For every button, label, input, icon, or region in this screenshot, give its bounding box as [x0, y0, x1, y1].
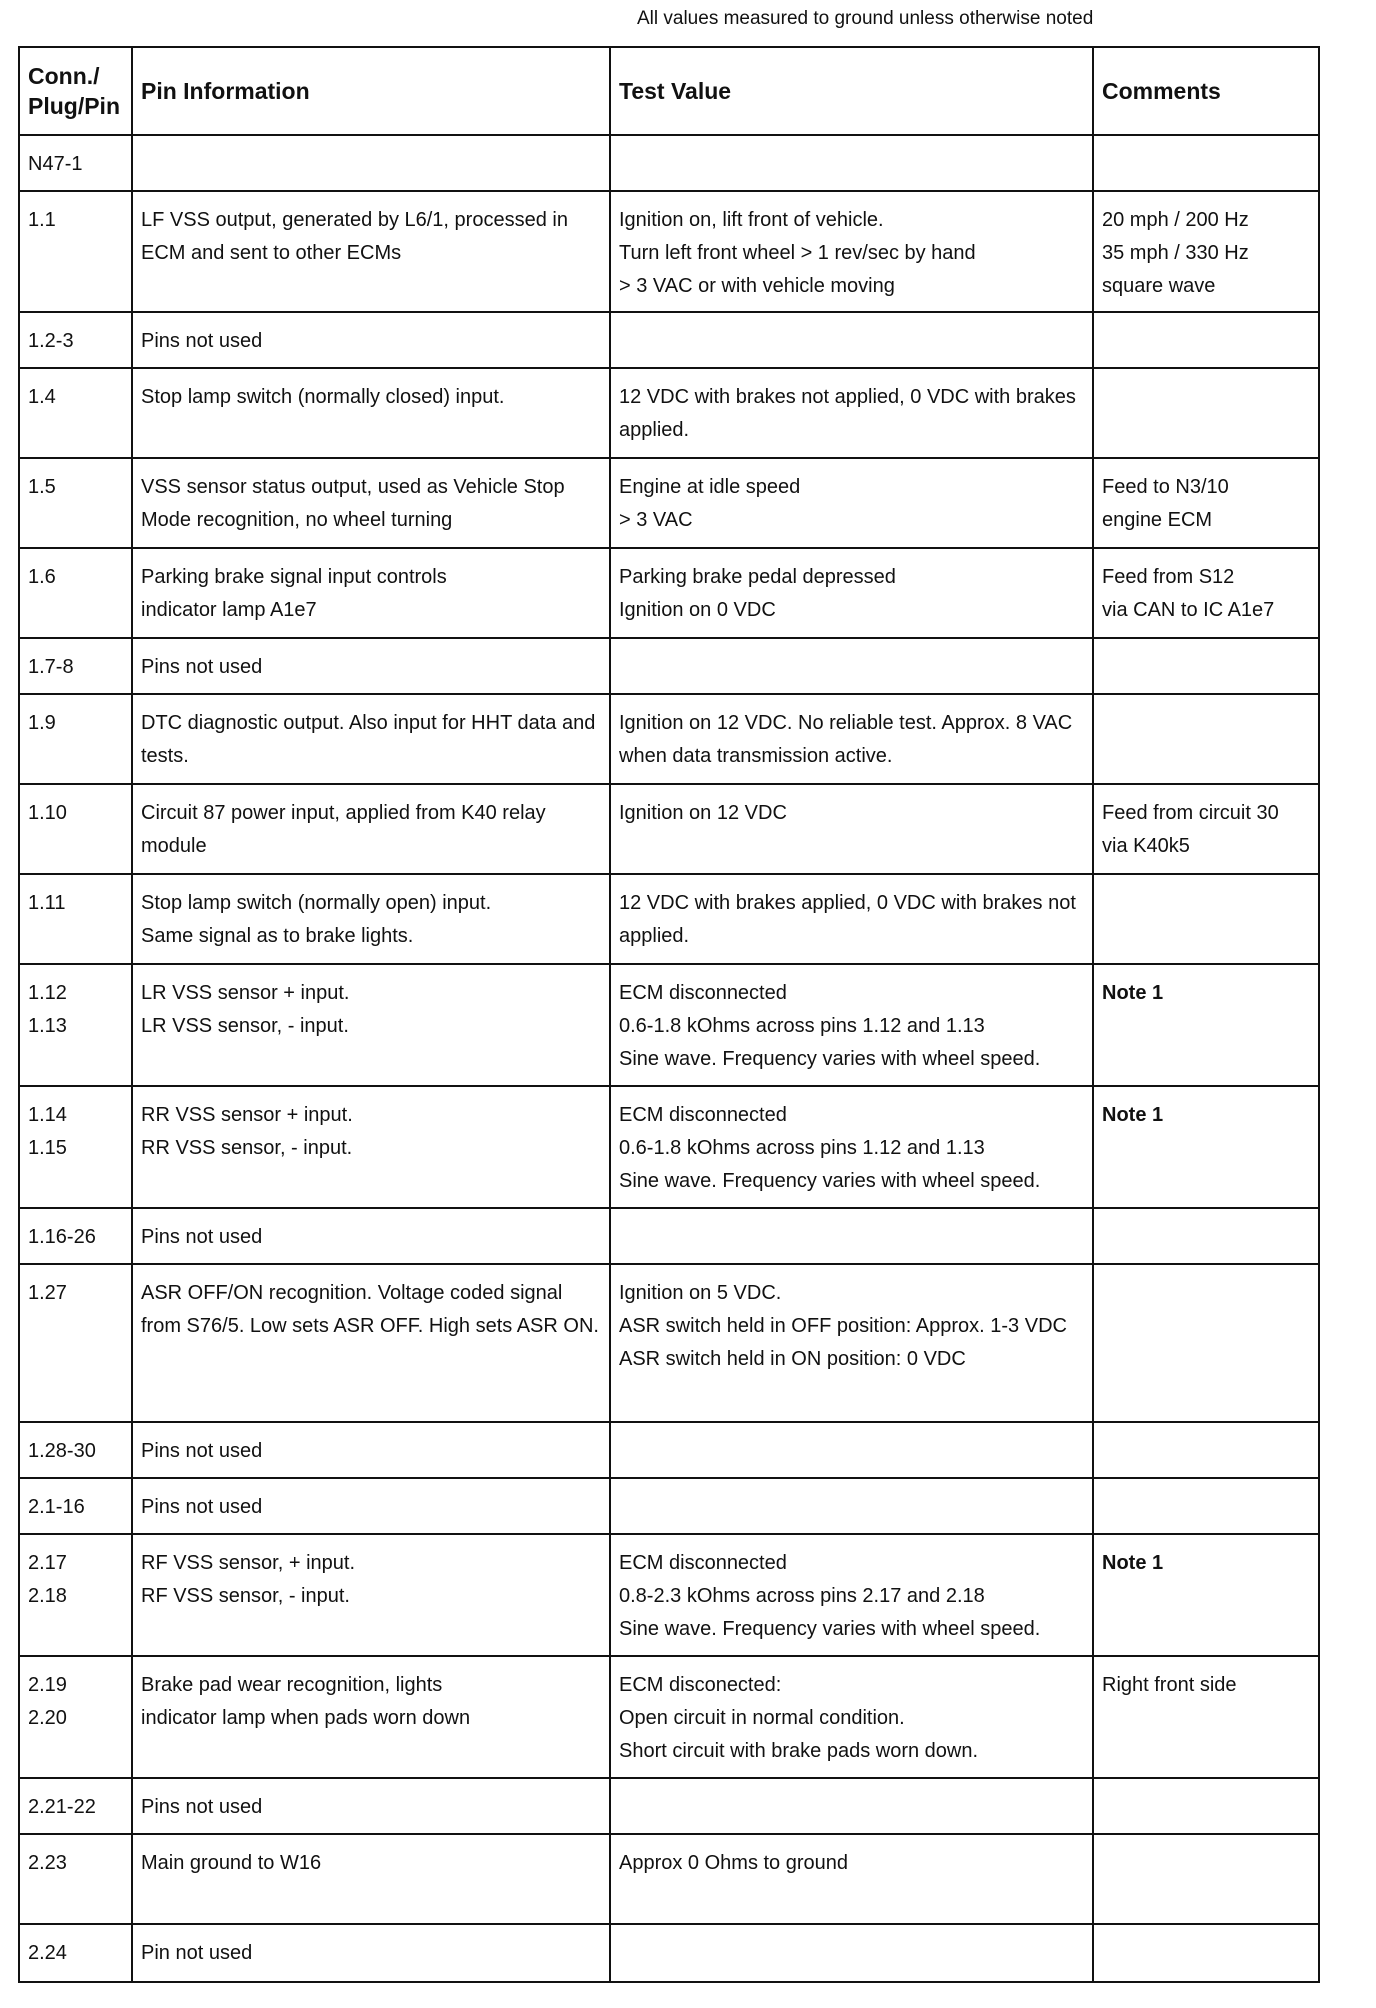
table-row — [19, 1534, 1319, 1656]
cell-test-value — [610, 1924, 1093, 1982]
table-row — [19, 1924, 1319, 1982]
cell-test-value: Engine at idle speed > 3 VAC — [610, 458, 1093, 548]
cell-pin-information: Pins not used — [132, 312, 610, 368]
cell-test-value: 12 VDC with brakes not applied, 0 VDC with brakes applied. — [610, 368, 1093, 458]
cell-test-value: ECM disconected: Open circuit in normal condition. Short circuit with brake pads worn down. — [610, 1656, 1093, 1778]
header-note: All values measured to ground unless otherwise noted — [637, 8, 1094, 29]
cell-pin: 1.5 — [19, 458, 132, 548]
table-row — [19, 694, 1319, 784]
cell-test-value — [610, 1778, 1093, 1834]
cell-comments — [1093, 1778, 1319, 1834]
col-header-pin-information: Pin Information — [132, 47, 610, 135]
cell-comments: Feed from S12 via CAN to IC A1e7 — [1093, 548, 1319, 638]
cell-pin: 1.16-26 — [19, 1208, 132, 1264]
cell-pin-information: Brake pad wear recognition, lights indicator lamp when pads worn down — [132, 1656, 610, 1778]
table-row — [19, 1422, 1319, 1478]
cell-pin-information: DTC diagnostic output. Also input for HHT data and tests. — [132, 694, 610, 784]
table-row — [19, 368, 1319, 458]
table-row — [19, 874, 1319, 964]
cell-comments — [1093, 1264, 1319, 1422]
cell-pin: 1.6 — [19, 548, 132, 638]
cell-pin: 2.1-16 — [19, 1478, 132, 1534]
cell-comments: Note 1 — [1093, 1086, 1319, 1208]
col-header-pin: Conn./ Plug/Pin — [19, 47, 132, 135]
cell-pin: 1.7-8 — [19, 638, 132, 694]
cell-pin: N47-1 — [19, 135, 132, 191]
pin-test-table — [18, 46, 1320, 1983]
col-header-test-value: Test Value — [610, 47, 1093, 135]
cell-test-value: Ignition on, lift front of vehicle. Turn left front wheel > 1 rev/sec by hand > 3 VAC or with vehicle moving — [610, 191, 1093, 312]
cell-comments — [1093, 874, 1319, 964]
cell-pin: 2.17 2.18 — [19, 1534, 132, 1656]
table-row — [19, 1208, 1319, 1264]
cell-comments: Right front side — [1093, 1656, 1319, 1778]
cell-pin: 1.11 — [19, 874, 132, 964]
cell-pin: 1.14 1.15 — [19, 1086, 132, 1208]
table-row — [19, 191, 1319, 312]
cell-pin: 2.24 — [19, 1924, 132, 1982]
cell-test-value — [610, 1478, 1093, 1534]
table-row — [19, 548, 1319, 638]
cell-pin: 1.9 — [19, 694, 132, 784]
table-header-row — [19, 47, 1319, 135]
cell-comments: Feed to N3/10 engine ECM — [1093, 458, 1319, 548]
cell-pin: 2.23 — [19, 1834, 132, 1924]
cell-pin-information: Stop lamp switch (normally open) input. Same signal as to brake lights. — [132, 874, 610, 964]
cell-pin-information: Circuit 87 power input, applied from K40 relay module — [132, 784, 610, 874]
cell-comments — [1093, 638, 1319, 694]
cell-test-value: ECM disconnected 0.6-1.8 kOhms across pins 1.12 and 1.13 Sine wave. Frequency varies with wheel speed. — [610, 964, 1093, 1086]
cell-comments — [1093, 312, 1319, 368]
table-row — [19, 1778, 1319, 1834]
cell-comments — [1093, 1208, 1319, 1264]
cell-pin-information: Pin not used — [132, 1924, 610, 1982]
table-row — [19, 458, 1319, 548]
cell-pin-information: Pins not used — [132, 1778, 610, 1834]
table-row — [19, 1478, 1319, 1534]
cell-pin-information: RF VSS sensor, + input. RF VSS sensor, - input. — [132, 1534, 610, 1656]
cell-pin: 1.2-3 — [19, 312, 132, 368]
cell-pin-information — [132, 135, 610, 191]
table-row — [19, 964, 1319, 1086]
cell-pin-information: Parking brake signal input controls indicator lamp A1e7 — [132, 548, 610, 638]
cell-test-value: 12 VDC with brakes applied, 0 VDC with brakes not applied. — [610, 874, 1093, 964]
table-row — [19, 312, 1319, 368]
table-row — [19, 784, 1319, 874]
table-row — [19, 638, 1319, 694]
cell-test-value: Approx 0 Ohms to ground — [610, 1834, 1093, 1924]
cell-comments — [1093, 1924, 1319, 1982]
table-row — [19, 1834, 1319, 1924]
col-header-comments: Comments — [1093, 47, 1319, 135]
cell-comments — [1093, 1834, 1319, 1924]
cell-pin-information: Stop lamp switch (normally closed) input. — [132, 368, 610, 458]
cell-pin-information: ASR OFF/ON recognition. Voltage coded signal from S76/5. Low sets ASR OFF. High sets ASR ON. — [132, 1264, 610, 1422]
cell-pin-information: LR VSS sensor + input. LR VSS sensor, - input. — [132, 964, 610, 1086]
table-body — [19, 135, 1319, 1982]
cell-pin-information: Pins not used — [132, 1208, 610, 1264]
cell-comments: Note 1 — [1093, 964, 1319, 1086]
cell-test-value: Ignition on 12 VDC. No reliable test. Approx. 8 VAC when data transmission active. — [610, 694, 1093, 784]
cell-test-value — [610, 1208, 1093, 1264]
table-row — [19, 1086, 1319, 1208]
cell-comments: Note 1 — [1093, 1534, 1319, 1656]
cell-pin: 1.10 — [19, 784, 132, 874]
cell-pin: 1.4 — [19, 368, 132, 458]
cell-pin-information: Main ground to W16 — [132, 1834, 610, 1924]
table-row — [19, 1656, 1319, 1778]
cell-pin: 2.19 2.20 — [19, 1656, 132, 1778]
cell-comments — [1093, 1422, 1319, 1478]
cell-test-value — [610, 638, 1093, 694]
cell-comments — [1093, 135, 1319, 191]
cell-comments: 20 mph / 200 Hz 35 mph / 330 Hz square wave — [1093, 191, 1319, 312]
cell-test-value: Ignition on 12 VDC — [610, 784, 1093, 874]
cell-test-value — [610, 1422, 1093, 1478]
cell-test-value: Ignition on 5 VDC. ASR switch held in OFF position: Approx. 1-3 VDC ASR switch held in ON position: 0 VDC — [610, 1264, 1093, 1422]
cell-pin-information: Pins not used — [132, 638, 610, 694]
cell-comments — [1093, 694, 1319, 784]
cell-comments — [1093, 368, 1319, 458]
cell-pin: 1.28-30 — [19, 1422, 132, 1478]
cell-test-value: ECM disconnected 0.8-2.3 kOhms across pins 2.17 and 2.18 Sine wave. Frequency varies with wheel speed. — [610, 1534, 1093, 1656]
cell-pin: 1.27 — [19, 1264, 132, 1422]
cell-comments: Feed from circuit 30 via K40k5 — [1093, 784, 1319, 874]
cell-pin-information: LF VSS output, generated by L6/1, processed in ECM and sent to other ECMs — [132, 191, 610, 312]
cell-pin-information: Pins not used — [132, 1478, 610, 1534]
cell-comments — [1093, 1478, 1319, 1534]
table-row — [19, 135, 1319, 191]
cell-pin: 1.1 — [19, 191, 132, 312]
cell-pin: 1.12 1.13 — [19, 964, 132, 1086]
cell-test-value — [610, 312, 1093, 368]
cell-test-value — [610, 135, 1093, 191]
cell-pin-information: Pins not used — [132, 1422, 610, 1478]
cell-pin-information: RR VSS sensor + input. RR VSS sensor, - input. — [132, 1086, 610, 1208]
cell-pin-information: VSS sensor status output, used as Vehicle Stop Mode recognition, no wheel turning — [132, 458, 610, 548]
cell-test-value: Parking brake pedal depressed Ignition on 0 VDC — [610, 548, 1093, 638]
cell-test-value: ECM disconnected 0.6-1.8 kOhms across pins 1.12 and 1.13 Sine wave. Frequency varies with wheel speed. — [610, 1086, 1093, 1208]
cell-pin: 2.21-22 — [19, 1778, 132, 1834]
table-row — [19, 1264, 1319, 1422]
